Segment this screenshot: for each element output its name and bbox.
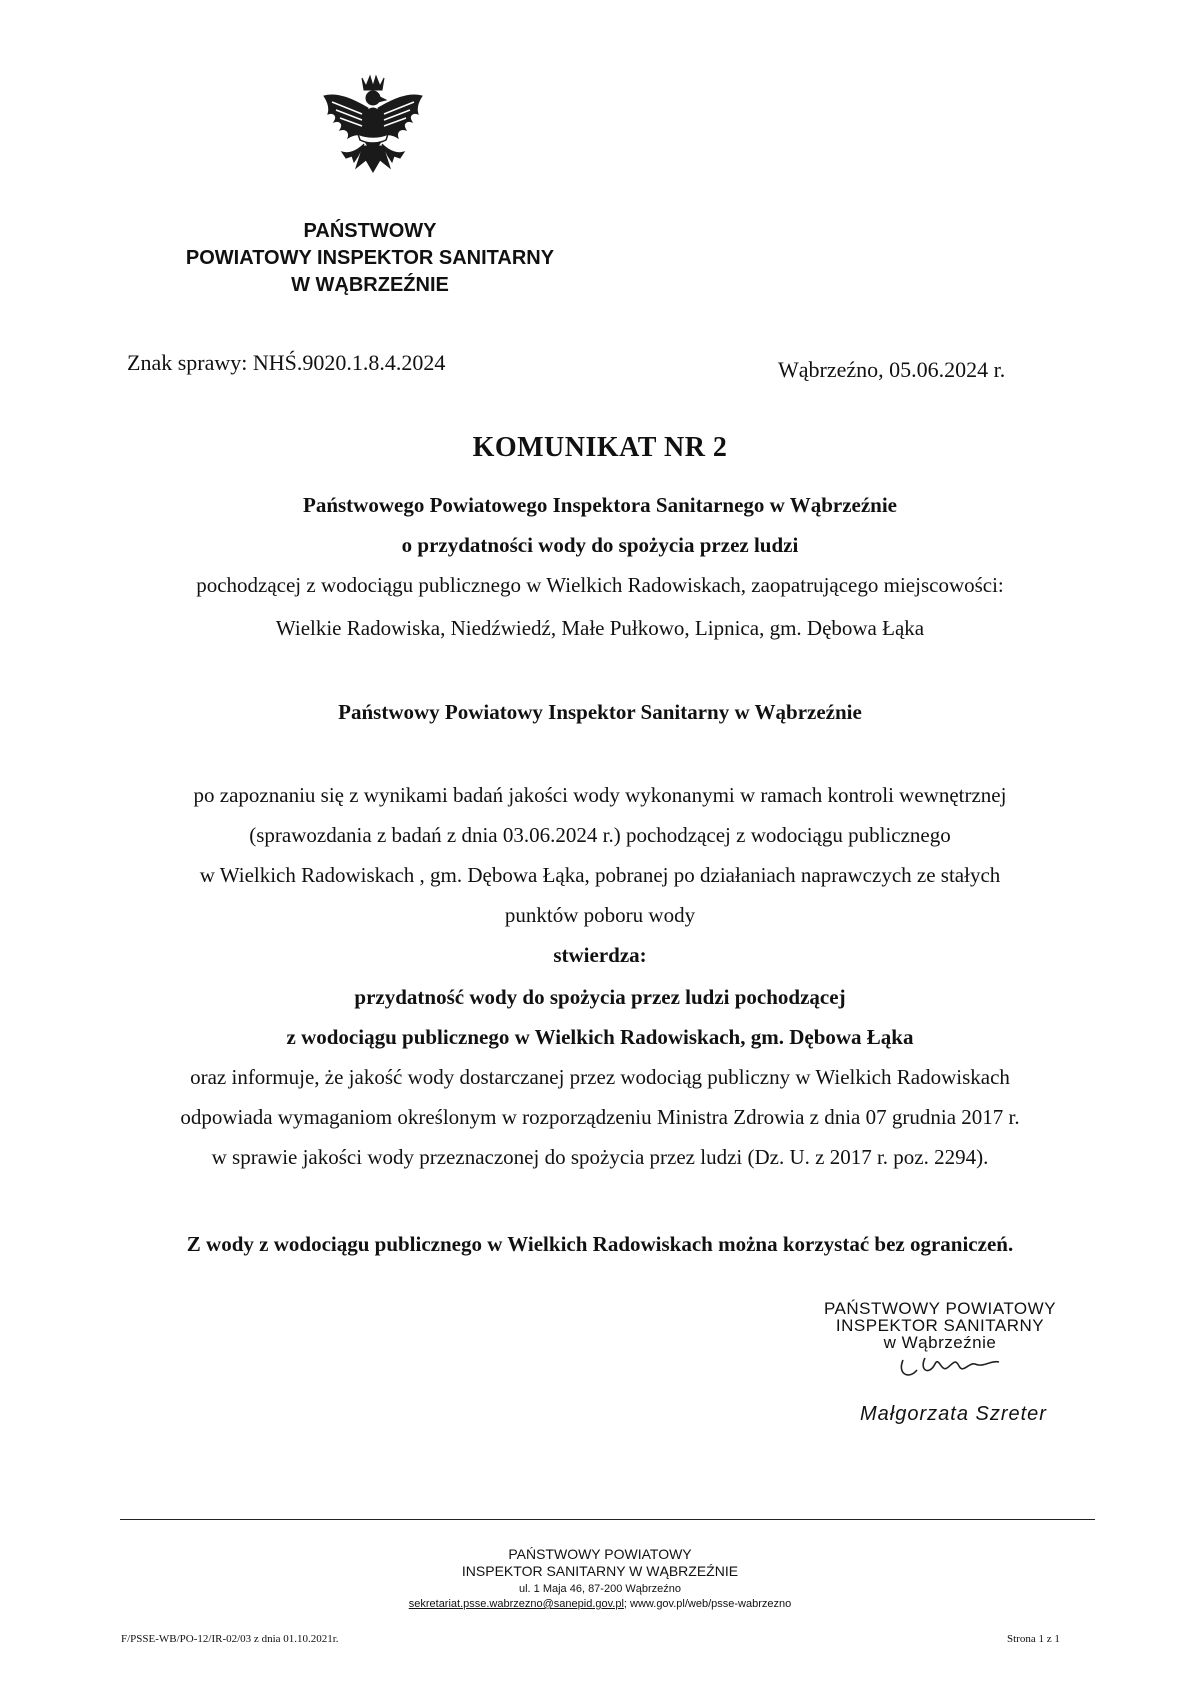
place-and-date: Wąbrzeźno, 05.06.2024 r.: [778, 357, 1006, 382]
footer-divider: [120, 1519, 1095, 1520]
finding-line-2: z wodociągu publicznego w Wielkich Radowiskach, gm. Dębowa Łąka: [286, 1025, 914, 1049]
finding-line-1: przydatność wody do spożycia przez ludzi pochodzącej: [354, 985, 846, 1009]
body-line-1: po zapoznaniu się z wynikami badań jakości wody wykonanymi w ramach kontroli wewnętrznej: [193, 783, 1007, 807]
source-line-2: Wielkie Radowiska, Niedźwiedź, Małe Pułkowo, Lipnica, gm. Dębowa Łąka: [275, 616, 925, 640]
subtitle-authority: Państwowego Powiatowego Inspektora Sanitarnego w Wąbrzeźnie: [303, 493, 897, 517]
conclusion: Z wody z wodociągu publicznego w Wielkich Radowiskach można korzystać bez ograniczeń.: [186, 1232, 1014, 1256]
info-line-1: oraz informuje, że jakość wody dostarczanej przez wodociąg publiczny w Wielkich Radowiskach: [190, 1065, 1010, 1089]
authority-line-2: POWIATOWY INSPEKTOR SANITARNY: [185, 247, 555, 269]
footer-email-link[interactable]: sekretariat.psse.wabrzezno@sanepid.gov.pl: [408, 1598, 624, 1610]
polish-eagle-icon: [318, 72, 428, 188]
subtitle-topic: o przydatności wody do spożycia przez ludzi: [401, 533, 799, 557]
footer-website: ; www.gov.pl/web/psse-wabrzezno: [623, 1598, 792, 1610]
document-title: KOMUNIKAT NR 2: [472, 432, 728, 463]
page-number: Strona 1 z 1: [1007, 1633, 1060, 1645]
stamp-line-3: w Wąbrzeźnie: [883, 1333, 997, 1352]
footer-line-2: INSPEKTOR SANITARNY W WĄBRZEŹNIE: [461, 1563, 739, 1579]
body-line-2: (sprawozdania z badań z dnia 03.06.2024 r.) pochodzącej z wodociągu publicznego: [249, 823, 951, 847]
handwritten-signature: [895, 1350, 1005, 1386]
official-stamp: [790, 1300, 1090, 1351]
footer-authority: [0, 1546, 1200, 1580]
finding-label: stwierdza:: [553, 943, 647, 967]
stamp-line-1: PAŃSTWOWY POWIATOWY: [823, 1299, 1057, 1318]
form-code: F/PSSE-WB/PO-12/IR-02/03 z dnia 01.10.2021r.: [121, 1633, 339, 1645]
source-line-1: pochodzącej z wodociągu publicznego w Wielkich Radowiskach, zaopatrującego miejscowości:: [196, 573, 1004, 597]
info-line-3: w sprawie jakości wody przeznaczonej do spożycia przez ludzi (Dz. U. z 2017 r. poz. 2294).: [211, 1145, 989, 1169]
signer-name: Małgorzata Szreter: [860, 1403, 1047, 1425]
info-line-2: odpowiada wymaganiom określonym w rozporządzeniu Ministra Zdrowia z dnia 07 grudnia 2017 r.: [180, 1105, 1020, 1129]
issuer-heading: Państwowy Powiatowy Inspektor Sanitarny w Wąbrzeźnie: [338, 700, 862, 724]
body-line-3: w Wielkich Radowiskach , gm. Dębowa Łąka, pobranej po działaniach naprawczych ze stałych: [199, 863, 1001, 887]
body-line-4: punktów poboru wody: [504, 903, 696, 927]
footer-contact: [0, 1598, 1200, 1610]
footer-line-1: PAŃSTWOWY POWIATOWY: [508, 1546, 692, 1562]
authority-line-3: W WĄBRZEŹNIE: [291, 274, 449, 296]
issuing-authority: [140, 218, 600, 299]
footer-address: ul. 1 Maja 46, 87-200 Wąbrzeźno: [518, 1583, 682, 1595]
case-number: Znak sprawy: NHŚ.9020.1.8.4.2024: [127, 350, 446, 375]
stamp-line-2: INSPEKTOR SANITARNY: [835, 1316, 1045, 1335]
authority-line-1: PAŃSTWOWY: [303, 220, 437, 242]
